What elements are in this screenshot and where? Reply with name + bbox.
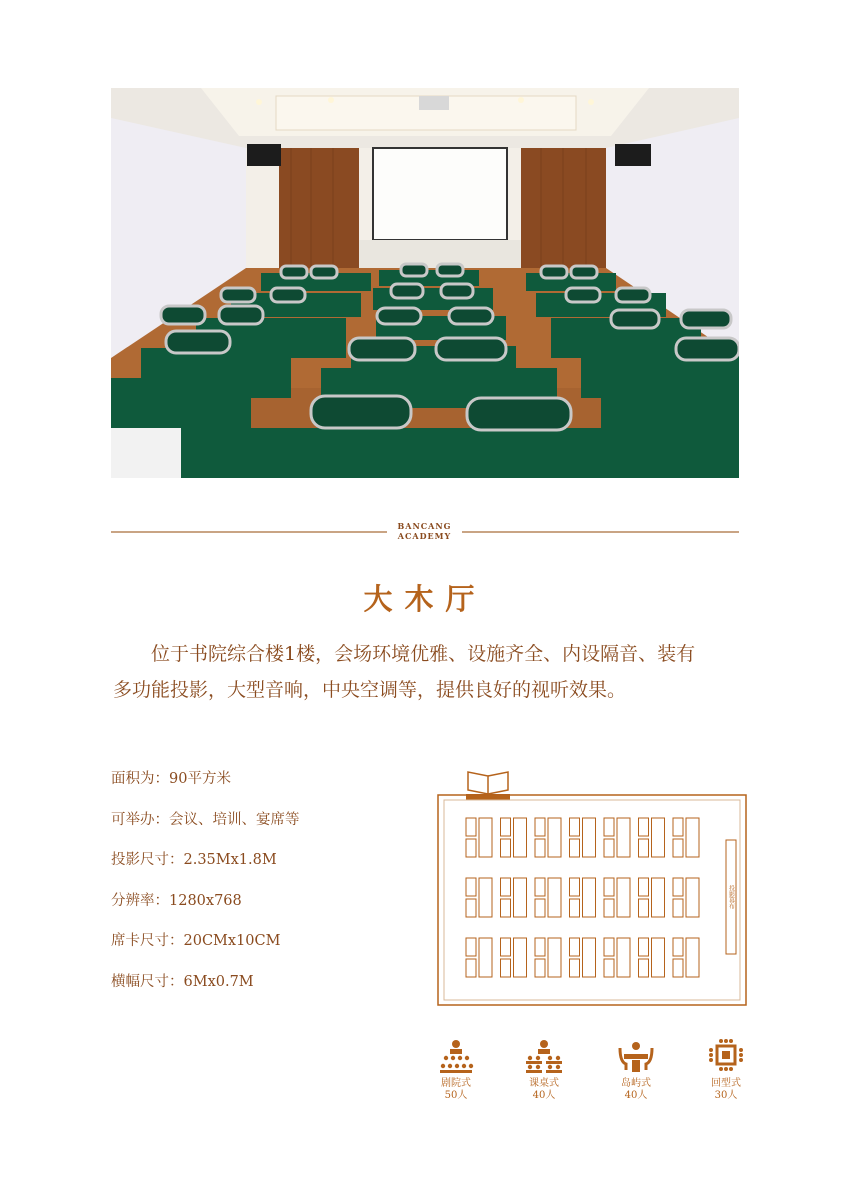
chair [535, 839, 545, 857]
desk [479, 878, 492, 917]
classroom-seating-icon [524, 1038, 564, 1074]
desk-group [604, 938, 630, 977]
brand-logo [387, 521, 462, 541]
chair [570, 938, 580, 956]
desk [583, 938, 596, 977]
capacity-count: 30人 [714, 1090, 738, 1101]
desk-group [673, 818, 699, 857]
chair [604, 818, 614, 836]
chair [639, 938, 649, 956]
capacity-list [420, 1038, 760, 1118]
chair [639, 959, 649, 977]
divider-right [462, 531, 739, 533]
capacity-label: 回型式 [711, 1078, 741, 1089]
desk-group [501, 938, 527, 977]
chair [501, 878, 511, 896]
chair [570, 899, 580, 917]
chair [604, 878, 614, 896]
spec-area: 面积为：90平方米 [111, 771, 231, 787]
capacity-count: 40人 [532, 1090, 556, 1101]
chair [639, 839, 649, 857]
capacity-label: 课桌式 [529, 1078, 559, 1089]
hall-description [113, 636, 743, 708]
desk-group [570, 938, 596, 977]
chair [570, 839, 580, 857]
desk-group [535, 878, 561, 917]
desk-group [673, 878, 699, 917]
desk [652, 818, 665, 857]
seat-grid [466, 818, 699, 977]
chair [501, 818, 511, 836]
room-photo [111, 88, 739, 478]
desk [617, 878, 630, 917]
desk [583, 878, 596, 917]
chair [639, 818, 649, 836]
desk [583, 818, 596, 857]
chair [673, 878, 683, 896]
desk [514, 878, 527, 917]
desk-group [570, 818, 596, 857]
desk [686, 818, 699, 857]
description-line-1: 位于书院综合楼1楼，会场环境优雅、设施齐全、内设隔音、装有 [151, 643, 696, 665]
chair [466, 818, 476, 836]
chair [639, 899, 649, 917]
chair [501, 839, 511, 857]
chair [570, 959, 580, 977]
desk [686, 938, 699, 977]
chair [673, 818, 683, 836]
spec-resolution: 分辨率：1280x768 [111, 892, 242, 909]
chair [501, 959, 511, 977]
chair [535, 959, 545, 977]
island-seating-icon [616, 1038, 656, 1074]
desk-group [535, 818, 561, 857]
screen-label: 投影幕布 [727, 885, 735, 909]
description-line-2: 多功能投影，大型音响，中央空调等，提供良好的视听效果。 [113, 679, 627, 701]
chair [466, 878, 476, 896]
desk-group [604, 818, 630, 857]
capacity-theater [420, 1038, 492, 1102]
desk-group [639, 938, 665, 977]
desk-group [570, 878, 596, 917]
desk-group [673, 938, 699, 977]
hollow-square-seating-icon [707, 1038, 745, 1074]
desk-group [466, 938, 492, 977]
chair [673, 959, 683, 977]
desk-group [501, 878, 527, 917]
desk-group [535, 938, 561, 977]
chair [570, 818, 580, 836]
theater-seating-icon [438, 1038, 474, 1074]
spec-name-card: 席卡尺寸：20CMx10CM [111, 933, 281, 949]
chair [466, 938, 476, 956]
desk-group [501, 818, 527, 857]
book-logo-icon [466, 772, 510, 800]
capacity-count: 50人 [444, 1090, 468, 1101]
floor-plan-drawing [430, 768, 752, 1008]
desk [514, 938, 527, 977]
desk [479, 818, 492, 857]
desk [617, 818, 630, 857]
spec-list [111, 768, 411, 1011]
chair [639, 878, 649, 896]
brand-line-1: BANCANG [397, 521, 452, 531]
chair [466, 959, 476, 977]
desk [617, 938, 630, 977]
chair [673, 839, 683, 857]
desk [548, 938, 561, 977]
capacity-label: 岛屿式 [621, 1078, 651, 1089]
chair [501, 938, 511, 956]
divider-left [111, 531, 387, 533]
chair [535, 878, 545, 896]
desk [548, 878, 561, 917]
desk [479, 938, 492, 977]
desk-group [604, 878, 630, 917]
capacity-classroom [508, 1038, 580, 1102]
floor-plan [430, 768, 752, 1008]
chair [604, 899, 614, 917]
chair [466, 839, 476, 857]
spec-banner: 横幅尺寸：6Mx0.7M [111, 973, 254, 990]
capacity-label: 剧院式 [441, 1078, 471, 1089]
chair [501, 899, 511, 917]
chair [535, 899, 545, 917]
chair [604, 938, 614, 956]
capacity-count: 40人 [624, 1090, 648, 1101]
desk [514, 818, 527, 857]
desk [686, 878, 699, 917]
desk-group [639, 878, 665, 917]
chair [570, 878, 580, 896]
desk [652, 938, 665, 977]
chair [604, 839, 614, 857]
chair [466, 899, 476, 917]
desk-group [466, 878, 492, 917]
chair [673, 899, 683, 917]
desk [652, 878, 665, 917]
desk-group [466, 818, 492, 857]
chair [673, 938, 683, 956]
chair [535, 938, 545, 956]
capacity-hollow-square [690, 1038, 762, 1102]
brand-line-2: ACADEMY [397, 531, 452, 541]
desk [548, 818, 561, 857]
desk-group [639, 818, 665, 857]
chair [604, 959, 614, 977]
spec-events: 可举办：会议、培训、宴席等 [111, 811, 300, 828]
hall-title: 大木厅 [363, 582, 487, 616]
chair [535, 818, 545, 836]
spec-projection: 投影尺寸：2.35Mx1.8M [111, 852, 277, 868]
capacity-island [600, 1038, 672, 1102]
